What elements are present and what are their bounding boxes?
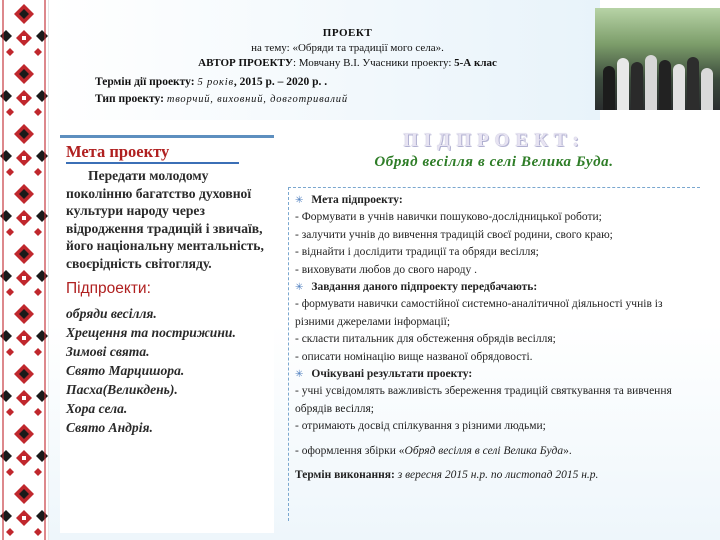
list-item: обряди весілля. [66,306,157,321]
final-prefix: - оформлення збірки « [295,444,405,457]
list-item: Свято Марцишора. [66,363,185,378]
list-item: - залучити учнів до вивчення традицій своєї родини, свого краю; [295,228,613,241]
list-item: Зимові свята. [66,344,150,359]
subprojects-title: Підпроекти: [66,280,151,297]
completion-value: з вересня 2015 н.р. по листопад 2015 н.р. [397,469,599,482]
type-value: творчий, виховний, довготривалий [166,94,348,105]
author-name: : Мовчану В.І. [292,57,360,69]
goal-text: Передати молодому поколінню багатство духовної культури народу через відродження традицій і звичаїв, його національну ментальність, своєрідність світогляду. [66,168,264,271]
participants-value: 5-А клас [454,57,497,69]
embroidery-ornament [0,0,49,540]
term-dates: , 2015 р. – 2020 р. . [233,76,328,88]
list-item: Пасха(Великдень). [66,382,178,397]
participants-label: Учасники проекту: [362,57,452,69]
type-line [95,91,575,108]
class-photo [595,8,720,110]
bullet-icon: ✳ [295,369,304,381]
project-theme: на тему: «Обряди та традиції мого села». [251,42,444,54]
project-meta [95,74,575,108]
list-item: - Формувати в учнів навички пошуково-дослідницької роботи; [295,211,602,224]
results-section-heading [295,366,700,383]
author-label: АВТОР ПРОЕКТУ [198,57,293,69]
final-italic: Обряд весілля в селі Велика Буда [404,444,564,457]
goal-section-label: Мета підпроекту: [311,194,403,206]
list-item: Свято Андрія. [66,420,153,435]
subproject-title: ПІДПРОЕКТ: [403,130,585,151]
subproject-content [288,187,700,521]
subprojects-list [66,304,274,437]
completion-line [295,467,700,484]
term-label: Термін дії проекту: [95,76,195,88]
subproject-name: Обряд весілля в селі Велика Буда. [374,154,614,170]
results-section-label: Очікувані результати проекту: [311,368,473,381]
list-item: - учні усвідомлять важливість збереження традицій святкування та вивчення обрядів весілля; [295,385,672,415]
bullet-icon: ✳ [295,195,304,206]
project-header [95,26,600,71]
term-line [95,74,575,91]
bullet-icon: ✳ [295,282,304,294]
completion-label: Термін виконання: [295,469,395,482]
goal-panel [60,135,274,533]
list-item: Хрещення та пострижини. [66,325,236,340]
list-item: - скласти питальник для обстеження обрядів весілля; [295,333,556,346]
goal-title: Мета проекту [66,142,239,164]
project-title: ПРОЕКТ [322,27,373,39]
list-item: - описати номінацію вище названої обрядовості. [295,350,533,363]
goal-section-heading [295,192,700,209]
author-line [95,56,600,71]
tasks-section-label: Завдання даного підпроекту передбачають: [311,281,538,294]
list-item: Хора села. [66,401,128,416]
type-label: Тип проекту: [95,93,164,105]
list-item: - виховувати любов до свого народу . [295,263,478,276]
subproject-panel [288,126,700,521]
list-item: - формувати навички самостійної системно-аналітичної діяльності учнів із різними джерелами інформації; [295,298,663,328]
list-item: - віднайти і дослідити традиції та обряди весілля; [295,246,539,259]
list-item: - отримають досвід спілкування з різними людьми; [295,420,546,433]
final-item [295,443,700,460]
term-value: 5 років [197,77,234,88]
final-suffix: ». [563,444,572,457]
tasks-section-heading [295,279,700,296]
